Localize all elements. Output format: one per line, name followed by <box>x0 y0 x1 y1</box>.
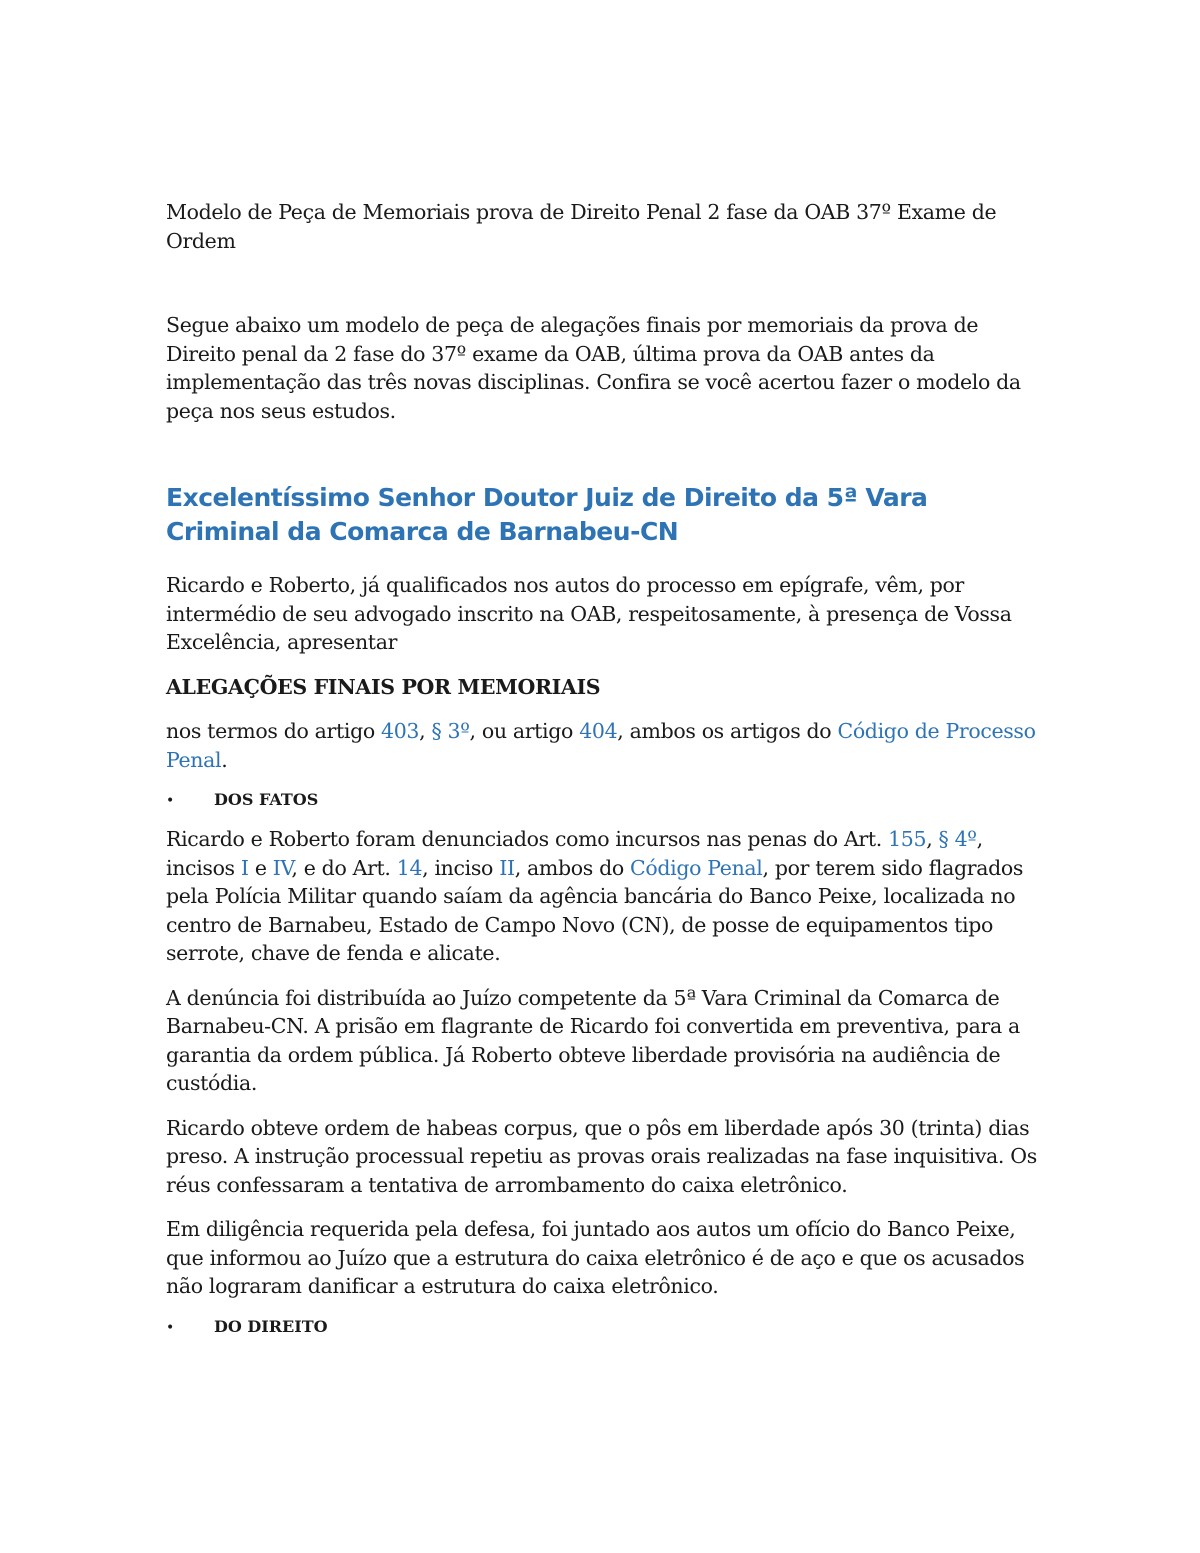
link-artigo-404[interactable]: 404 <box>579 719 618 743</box>
facts-paragraph-4: Em diligência requerida pela defesa, foi juntado aos autos um ofício do Banco Peixe, que informou ao Juízo que a estrutura do caixa eletrônico é de aço e que os acusados não lograram danificar a estrutura do caixa eletrônico. <box>166 1217 1025 1298</box>
link-artigo-403[interactable]: 403 <box>381 719 420 743</box>
link-inciso-iv[interactable]: IV <box>272 855 292 880</box>
link-inciso-ii[interactable]: II <box>499 855 515 880</box>
legal-basis-text: , ou artigo <box>469 719 580 743</box>
link-inciso-i[interactable]: I <box>240 855 249 880</box>
legal-basis-text: , ambos os artigos do <box>617 719 838 743</box>
bullet-icon: • <box>166 793 175 809</box>
link-paragrafo-4[interactable]: § 4º <box>938 827 977 851</box>
link-artigo-155[interactable]: 155 <box>888 827 927 851</box>
facts-paragraph-1 <box>166 825 1046 968</box>
section-facts-heading <box>166 790 1046 809</box>
facts-text: , ambos do <box>514 855 631 880</box>
intro-paragraph: Segue abaixo um modelo de peça de alegações finais por memoriais da prova de Direito penal da 2 fase do 37º exame da OAB, última prova da OAB antes da implementação das três novas disciplinas. Confira se você acertou fazer o modelo da peça nos seus estudos. <box>166 313 1021 423</box>
legal-basis-text: nos termos do artigo <box>166 719 381 743</box>
legal-basis-text: . <box>221 747 228 772</box>
section-law-title: DO DIREITO <box>214 1316 328 1336</box>
legal-basis-text: , <box>419 719 432 743</box>
bullet-icon: • <box>166 1319 175 1336</box>
document-type-title: ALEGAÇÕES FINAIS POR MEMORIAIS <box>166 674 601 699</box>
legal-basis-paragraph <box>166 717 1046 774</box>
facts-text: , por terem sido flagrados pela Polícia Militar quando saíam da agência bancária do Banco Peixe, localizada no centro de Barnabeu, Estado de Campo Novo (CN), de posse de equipamentos tipo serrote, chave de fenda e alicate. <box>166 855 1024 965</box>
section-law-heading <box>166 1317 1046 1336</box>
section-facts-title: DOS FATOS <box>214 790 319 809</box>
facts-text: Ricardo e Roberto foram denunciados como incursos nas penas do Art. <box>166 827 889 851</box>
link-codigo-processo-penal[interactable]: Código de Processo Penal <box>166 719 1036 772</box>
facts-text: , <box>926 827 939 851</box>
link-codigo-penal[interactable]: Código Penal <box>630 855 763 880</box>
intro-title: Modelo de Peça de Memoriais prova de Direito Penal 2 fase da OAB 37º Exame de Ordem <box>166 200 997 253</box>
petition-heading: Excelentíssimo Senhor Doutor Juiz de Direito da 5ª Vara Criminal da Comarca de Barnabeu-CN <box>166 483 928 546</box>
facts-text: e <box>248 855 273 880</box>
link-artigo-14[interactable]: 14 <box>396 855 423 880</box>
document-page <box>166 198 1046 1352</box>
facts-text: , incisos <box>166 827 983 880</box>
link-paragrafo-3[interactable]: § 3º <box>431 719 470 743</box>
facts-text: , e do Art. <box>291 855 397 880</box>
facts-paragraph-3: Ricardo obteve ordem de habeas corpus, que o pôs em liberdade após 30 (trinta) dias preso. A instrução processual repetiu as provas orais realizadas na fase inquisitiva. Os réus confessaram a tentativa de arrombamento do caixa eletrônico. <box>166 1115 1037 1197</box>
facts-text: , inciso <box>422 855 500 880</box>
opening-paragraph: Ricardo e Roberto, já qualificados nos autos do processo em epígrafe, vêm, por intermédio de seu advogado inscrito na OAB, respeitosamente, à presença de Vossa Excelência, apresentar <box>166 573 1012 654</box>
facts-paragraph-2: A denúncia foi distribuída ao Juízo competente da 5ª Vara Criminal da Comarca de Barnabeu-CN. A prisão em flagrante de Ricardo foi convertida em preventiva, para a garantia da ordem pública. Já Roberto obteve liberdade provisória na audiência de custódia. <box>166 985 1020 1095</box>
